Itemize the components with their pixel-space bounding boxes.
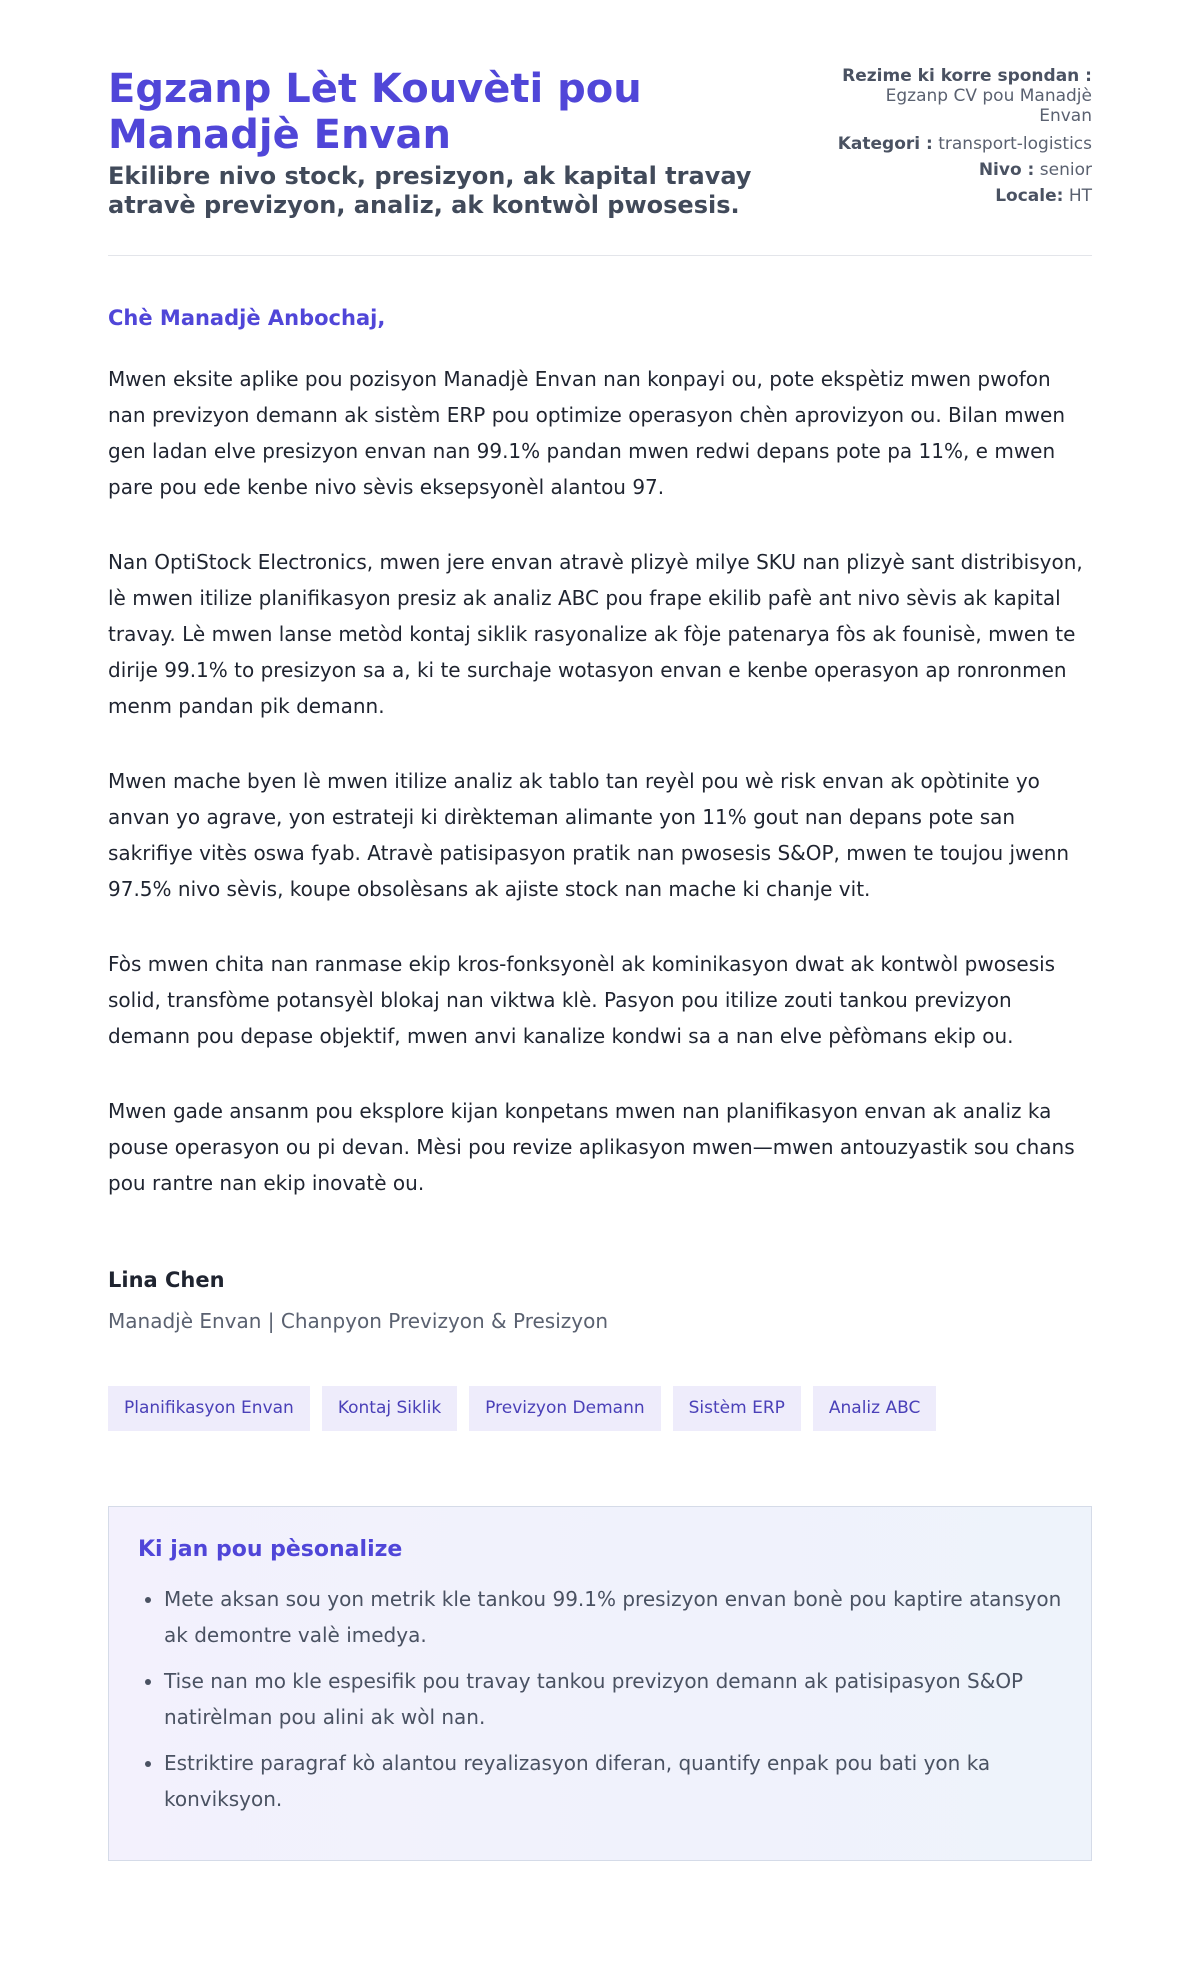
tip-item: • Estriktire paragraf kò alantou reyalizasyon diferan, quantify enpak pou bati yon ka konviksyon. [164,1745,1062,1817]
skill-tag: Previzyon Demann [469,1386,660,1431]
tips-heading: Ki jan pou pèsonalize [138,1537,403,1562]
page-subtitle: Ekilibre nivo stock, presizyon, ak kapital travay atravè previzyon, analiz, ak kontwòl pwosesis. [108,162,752,219]
meta-level-value: senior [1039,160,1092,180]
letter-paragraph: Mwen mache byen lè mwen itilize analiz ak tablo tan reyèl pou wè risk envan ak opòtinite yo anvan yo agrave, yon estrateji ki dirèkteman alimante yon 11% gout nan depans pote san sakrifiye vitès oswa fyab. Atravè patisipasyon pratik nan pwosesis S&OP, mwen te toujou jwenn 97.5% nivo sèvis, koupe obsolèsans ak ajiste stock nan mache ki chanje vit. [108,769,1070,901]
meta-panel [752,66,1092,212]
letter-paragraph: Nan OptiStock Electronics, mwen jere envan atravè plizyè milye SKU nan plizyè sant distribisyon, lè mwen itilize planifikasyon presiz ak analiz ABC pou frape ekilib pafè ant nivo sèvis ak kapital travay. Lè mwen lanse metòd kontaj siklik rasyonalize ak fòje patenarya fòs ak founisè, mwen te dirije 99.1% to presizyon sa a, ki te surchaje wotasyon envan e kenbe operasyon ap ronronmen menm pandan pik demann. [108,550,1083,718]
letter-paragraph: Mwen eksite aplike pou pozisyon Manadjè Envan nan konpayi ou, pote ekspètiz mwen pwofon nan previzyon demann ak sistèm ERP pou optimize operasyon chèn aprovizyon ou. Bilan mwen gen ladan elve presizyon envan nan 99.1% pandan mwen redwi depans pote pa 11%, e mwen pare pou ede kenbe nivo sèvis eksepsyonèl alantou 97. [108,367,1066,499]
meta-category-row [752,134,1092,154]
meta-resume-label: Rezime ki korre spondan : [842,66,1092,86]
skill-tag: Kontaj Siklik [322,1386,457,1431]
skill-tag: Planifikasyon Envan [108,1386,310,1431]
meta-resume-row [752,66,1092,86]
letter-paragraph: Mwen gade ansanm pou eksplore kijan konpetans mwen nan planifikasyon envan ak analiz ka pouse operasyon ou pi devan. Mèsi pou revize aplikasyon mwen—mwen antouzyastik sou chans pou rantre nan ekip inovatè ou. [108,1099,1075,1195]
letter-greeting: Chè Manadjè Anbochaj, [108,306,386,330]
tips-list [138,1581,1062,1817]
skill-tags [108,1386,1092,1431]
meta-locale-label: Locale: [995,186,1064,206]
header [108,0,1092,256]
meta-level-row [752,160,1092,180]
meta-resume-value: Egzanp CV pou Manadjè Envan [885,86,1092,126]
letter-body [108,361,1092,1201]
tip-item: • Mete aksan sou yon metrik kle tankou 99.1% presizyon envan bonè pou kaptire atansyon ak demontre valè imedya. [164,1581,1062,1653]
meta-level-label: Nivo : [978,160,1035,180]
customization-tips [108,1506,1092,1861]
letter-paragraph: Fòs mwen chita nan ranmase ekip kros-fonksyonèl ak kominikasyon dwat ak kontwòl pwosesis solid, transfòme potansyèl blokaj nan viktwa klè. Pasyon pou itilize zouti tankou previzyon demann pou depase objektif, mwen anvi kanalize kondwi sa a nan elve pèfòmans ekip ou. [108,952,1056,1048]
skill-tag: Sistèm ERP [673,1386,801,1431]
tip-item: • Tise nan mo kle espesifik pou travay tankou previzyon demann ak patisipasyon S&OP natirèlman pou alini ak wòl nan. [164,1663,1062,1735]
meta-locale-value: HT [1068,186,1092,206]
title-block [108,66,828,220]
signature-title: Manadjè Envan | Chanpyon Previzyon & Presizyon [108,1309,609,1333]
signature [108,1266,1092,1335]
meta-locale-row [752,186,1092,206]
page-title: Egzanp Lèt Kouvèti pou Manadjè Envan [108,66,642,158]
signature-name: Lina Chen [108,1268,225,1292]
meta-category-value: transport-logistics [938,134,1092,154]
meta-category-label: Kategori : [837,134,933,154]
skill-tag: Analiz ABC [813,1386,936,1431]
